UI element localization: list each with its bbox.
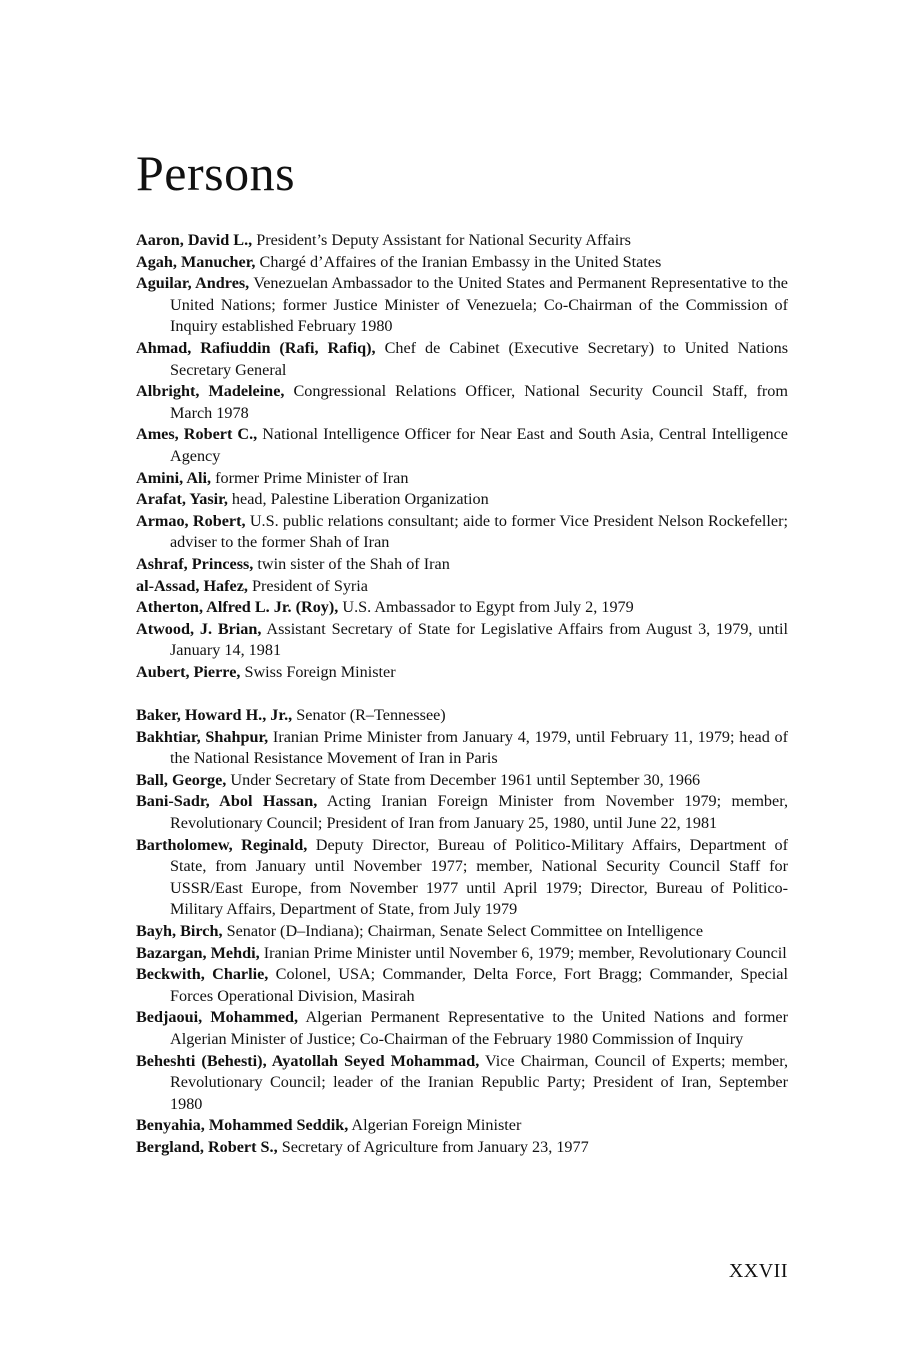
person-entry: [136, 770, 788, 792]
person-name: Atwood, J. Brian,: [136, 619, 262, 638]
person-entry: [136, 273, 788, 338]
person-description: Acting Iranian Foreign Minister from November 1979; member, Revolutionary Council; President of Iran from January 25, 1980, until June 22, 1981: [170, 792, 788, 833]
person-name: Ashraf, Princess,: [136, 554, 254, 573]
person-name: Aaron, David L.,: [136, 231, 253, 249]
page-title: Persons: [136, 145, 296, 201]
person-description: Assistant Secretary of State for Legislative Affairs from August 3, 1979, until January 14, 1981: [170, 619, 788, 660]
person-entry: [136, 468, 788, 490]
person-name: Bedjaoui, Mohammed,: [136, 1008, 299, 1027]
person-entry: [136, 921, 788, 943]
person-name: Arafat, Yasir,: [136, 490, 228, 509]
person-entry: [136, 338, 788, 381]
person-entry: [136, 1115, 788, 1137]
person-name: Agah, Manucher,: [136, 252, 256, 271]
person-description: U.S. public relations consultant; aide to former Vice President Nelson Rockefeller; adviser to the former Shah of Iran: [170, 511, 789, 552]
person-description: Under Secretary of State from December 1961 until September 30, 1966: [226, 770, 701, 789]
person-entry: [136, 230, 788, 252]
person-entry: [136, 727, 788, 770]
person-entry: [136, 705, 788, 727]
person-entry: [136, 511, 788, 554]
person-description: Algerian Foreign Minister: [348, 1116, 522, 1135]
persons-list: [136, 230, 788, 1159]
person-description: Senator (D–Indiana); Chairman, Senate Select Committee on Intelligence: [222, 922, 704, 940]
person-entry: [136, 791, 788, 834]
person-entry: [136, 252, 788, 274]
person-name: Albright, Madeleine,: [136, 382, 285, 401]
person-entry: [136, 554, 788, 576]
person-description: Deputy Director, Bureau of Politico-Military Affairs, Department of State, from January until November 1977; member, National Security Council Staff for USSR/East Europe, from November 1977 until April 1979; Director, Bureau of Politico-Military Affairs, Department of State, from July 1979: [170, 835, 788, 919]
person-entry: [136, 489, 788, 511]
person-name: Bakhtiar, Shahpur,: [136, 727, 269, 746]
person-entry: [136, 381, 788, 424]
person-description: Congressional Relations Officer, National Security Council Staff, from March 1978: [170, 382, 788, 422]
person-description: Vice Chairman, Council of Experts; member, Revolutionary Council; leader of the Iranian Republic Party; President of Iran, September 1980: [170, 1051, 789, 1113]
person-entry: [136, 1051, 788, 1116]
person-name: Bergland, Robert S.,: [136, 1137, 278, 1156]
person-name: Beheshti (Behesti), Ayatollah Seyed Mohammad,: [136, 1051, 480, 1070]
person-description: Colonel, USA; Commander, Delta Force, Fort Bragg; Commander, Special Forces Operational Division, Masirah: [170, 965, 788, 1005]
person-description: Venezuelan Ambassador to the United States and Permanent Representative to the United Nations; former Justice Minister of Venezuela; Co-Chairman of the Commission of Inquiry established February 1980: [170, 274, 788, 336]
person-entry: [136, 597, 788, 619]
person-description: head, Palestine Liberation Organization: [227, 490, 489, 509]
person-description: Chargé d’Affaires of the Iranian Embassy in the United States: [255, 252, 662, 271]
person-name: Bayh, Birch,: [136, 922, 223, 940]
person-name: Baker, Howard H., Jr.,: [136, 706, 293, 725]
person-entry: [136, 964, 788, 1007]
person-name: Aguilar, Andres,: [136, 274, 250, 293]
person-description: Algerian Permanent Representative to the United Nations and former Algerian Minister of Justice; Co-Chairman of the February 1980 Commission of Inquiry: [170, 1008, 789, 1048]
person-entry: [136, 662, 788, 684]
person-entry: [136, 1007, 788, 1050]
person-name: Benyahia, Mohammed Seddik,: [136, 1116, 349, 1135]
person-description: President’s Deputy Assistant for National Security Affairs: [252, 231, 631, 249]
person-name: Bazargan, Mehdi,: [136, 943, 260, 962]
person-name: al-Assad, Hafez,: [136, 576, 248, 595]
person-name: Beckwith, Charlie,: [136, 965, 269, 984]
person-description: U.S. Ambassador to Egypt from July 2, 1979: [338, 598, 634, 617]
person-description: Senator (R–Tennessee): [292, 706, 446, 725]
person-entry: [136, 835, 788, 921]
person-name: Ahmad, Rafiuddin (Rafi, Rafiq),: [136, 338, 376, 357]
person-name: Aubert, Pierre,: [136, 662, 241, 681]
person-description: President of Syria: [247, 576, 368, 595]
person-entry: [136, 943, 788, 965]
person-name: Ball, George,: [136, 770, 227, 789]
person-name: Ames, Robert C.,: [136, 425, 258, 444]
person-description: twin sister of the Shah of Iran: [253, 554, 450, 573]
page-number: XXVII: [728, 1260, 788, 1282]
person-description: former Prime Minister of Iran: [211, 468, 409, 487]
person-name: Armao, Robert,: [136, 511, 246, 530]
person-description: Secretary of Agriculture from January 23, 1977: [277, 1137, 589, 1156]
person-description: Iranian Prime Minister from January 4, 1979, until February 11, 1979; head of the National Resistance Movement of Iran in Paris: [170, 727, 788, 768]
person-description: Iranian Prime Minister until November 6, 1979; member, Revolutionary Council: [259, 943, 787, 962]
person-description: Swiss Foreign Minister: [240, 662, 396, 681]
person-name: Bani-Sadr, Abol Hassan,: [136, 792, 318, 811]
person-description: Chef de Cabinet (Executive Secretary) to United Nations Secretary General: [170, 338, 788, 379]
person-entry: [136, 1137, 788, 1159]
person-entry: [136, 619, 788, 662]
person-description: National Intelligence Officer for Near East and South Asia, Central Intelligence Agency: [170, 425, 788, 465]
person-entry: [136, 424, 788, 467]
person-name: Bartholomew, Reginald,: [136, 835, 308, 854]
person-name: Amini, Ali,: [136, 468, 212, 487]
person-entry: [136, 576, 788, 598]
person-name: Atherton, Alfred L. Jr. (Roy),: [136, 598, 339, 617]
